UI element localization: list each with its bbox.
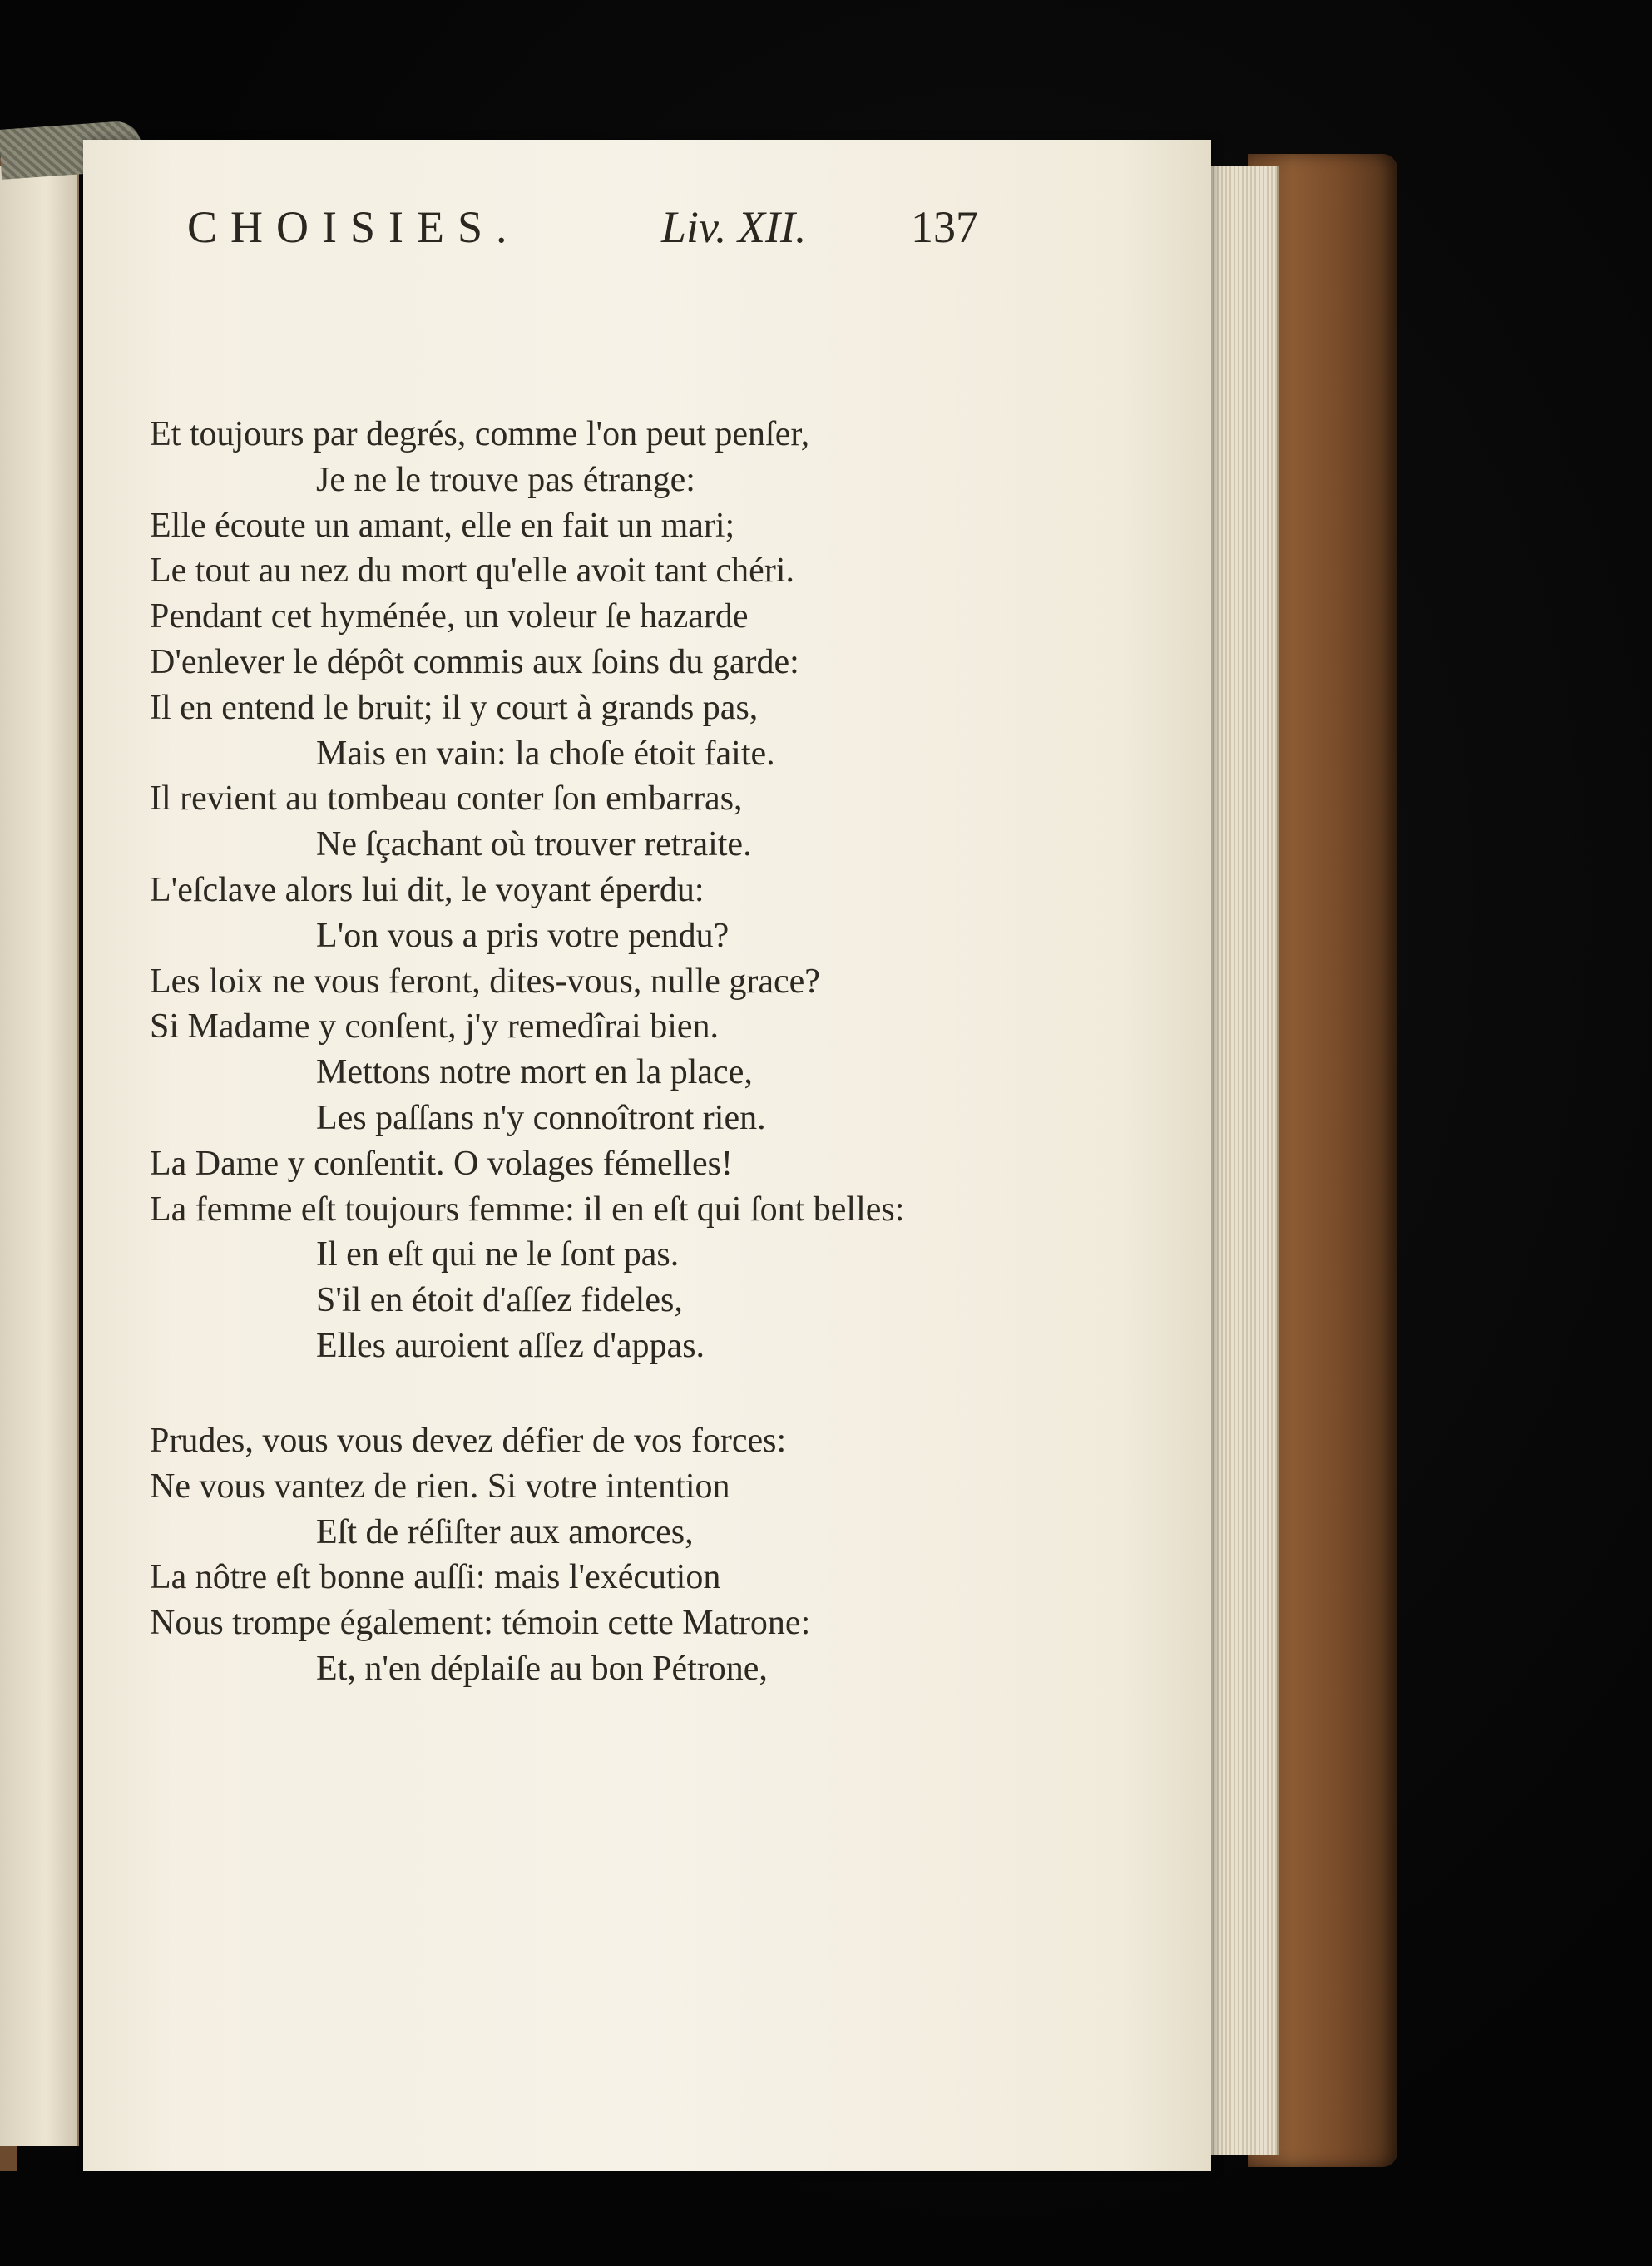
left-page-edge — [0, 166, 79, 2146]
verse-line: Elle écoute un amant, elle en fait un mari; — [150, 506, 735, 545]
book-reference: Liv. XII. — [661, 202, 807, 252]
verse-line: Et toujours par degrés, comme l'on peut penſer, — [150, 415, 810, 453]
verse-line: L'on vous a pris votre pendu? — [316, 916, 730, 955]
verse-line: Pendant cet hyménée, un voleur ſe hazarde — [150, 597, 749, 636]
verse-line: Il revient au tombeau conter ſon embarras, — [150, 779, 743, 819]
verse-line: S'il en étoit d'aſſez fideles, — [316, 1281, 683, 1320]
verse-line: L'eſclave alors lui dit, le voyant éperdu: — [150, 870, 705, 909]
verse-line: Les loix ne vous feront, dites-vous, nulle grace? — [150, 962, 820, 1001]
verse-line: Il en entend le bruit; il y court à grands pas, — [150, 688, 759, 727]
running-title: CHOISIES. — [187, 202, 521, 252]
verse-line: Le tout au nez du mort qu'elle avoit tant chéri. — [150, 552, 794, 591]
verse-line: Nous trompe également: témoin cette Matrone: — [150, 1604, 811, 1643]
verse-line: Prudes, vous vous devez défier de vos forces: — [150, 1422, 787, 1460]
page-header — [187, 190, 986, 265]
verse-line: Mettons notre mort en la place, — [316, 1053, 753, 1092]
page-number: 137 — [911, 202, 978, 252]
stanza-1 — [150, 412, 1031, 1369]
verse-line: Il en eſt qui ne le ſont pas. — [316, 1235, 680, 1274]
verse-line: Elles auroient aſſez d'appas. — [316, 1326, 705, 1365]
verse-line: La nôtre eſt bonne auſſi: mais l'exécution — [150, 1558, 721, 1597]
verse-line: La Dame y conſentit. O volages fémelles! — [150, 1144, 733, 1183]
verse-line: Ne ſçachant où trouver retraite. — [316, 825, 752, 864]
verse-line: Et, n'en déplaiſe au bon Pétrone, — [316, 1649, 768, 1688]
stanza-2 — [150, 1418, 1031, 1692]
verse-line: La femme eſt toujours femme: il en eſt qui ſont belles: — [150, 1190, 905, 1229]
verse-line: Eſt de réſiſter aux amorces, — [316, 1512, 694, 1551]
verse-line: Si Madame y conſent, j'y remedîrai bien. — [150, 1007, 720, 1046]
verse-line: Les paſſans n'y connoîtront rien. — [316, 1098, 766, 1137]
verse-line: D'enlever le dépôt commis aux ſoins du garde: — [150, 642, 799, 681]
verse-line: Je ne le trouve pas étrange: — [316, 460, 695, 499]
verse-line: Mais en vain: la choſe étoit faite. — [316, 734, 775, 773]
verse-line: Ne vous vantez de rien. Si votre intention — [150, 1467, 730, 1506]
